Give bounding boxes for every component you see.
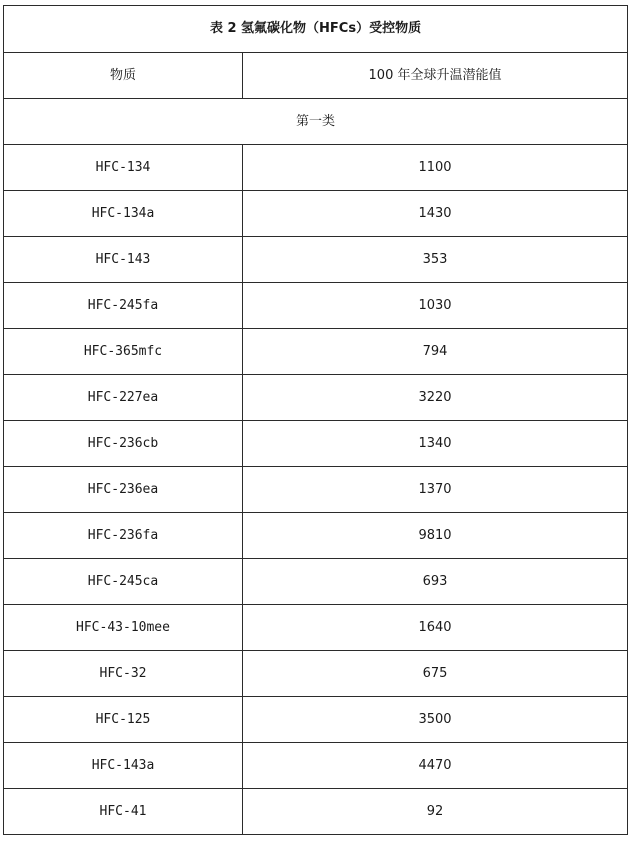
substance-name-cell: HFC-143	[4, 237, 243, 283]
substance-name-cell: HFC-32	[4, 651, 243, 697]
table-row	[4, 191, 628, 237]
table-row	[4, 467, 628, 513]
table-row	[4, 145, 628, 191]
substance-name-cell: HFC-245ca	[4, 559, 243, 605]
gwp-value-cell: 353	[243, 237, 628, 283]
group-label: 第一类	[4, 99, 628, 145]
gwp-value-cell: 3500	[243, 697, 628, 743]
gwp-value-cell: 1640	[243, 605, 628, 651]
table-row	[4, 513, 628, 559]
table-row	[4, 697, 628, 743]
table-row	[4, 651, 628, 697]
table-row	[4, 375, 628, 421]
substance-name-cell: HFC-134	[4, 145, 243, 191]
table-row	[4, 743, 628, 789]
gwp-value-cell: 1370	[243, 467, 628, 513]
gwp-value-cell: 1030	[243, 283, 628, 329]
substance-name-cell: HFC-236cb	[4, 421, 243, 467]
table-title-row	[4, 6, 628, 53]
gwp-value-cell: 693	[243, 559, 628, 605]
table-row	[4, 789, 628, 835]
table-header-row	[4, 53, 628, 99]
table-row	[4, 559, 628, 605]
substance-name-cell: HFC-41	[4, 789, 243, 835]
substance-name-cell: HFC-227ea	[4, 375, 243, 421]
group-row	[4, 99, 628, 145]
table-row	[4, 329, 628, 375]
gwp-value-cell: 4470	[243, 743, 628, 789]
gwp-value-cell: 92	[243, 789, 628, 835]
header-gwp: 100 年全球升温潜能值	[243, 53, 628, 99]
substance-name-cell: HFC-143a	[4, 743, 243, 789]
substance-name-cell: HFC-43-10mee	[4, 605, 243, 651]
gwp-value-cell: 1430	[243, 191, 628, 237]
table-row	[4, 237, 628, 283]
gwp-value-cell: 675	[243, 651, 628, 697]
gwp-value-cell: 1340	[243, 421, 628, 467]
substance-name-cell: HFC-236ea	[4, 467, 243, 513]
substance-name-cell: HFC-125	[4, 697, 243, 743]
substance-name-cell: HFC-365mfc	[4, 329, 243, 375]
substance-name-cell: HFC-236fa	[4, 513, 243, 559]
substance-name-cell: HFC-245fa	[4, 283, 243, 329]
table-title: 表 2 氢氟碳化物（HFCs）受控物质	[4, 6, 628, 53]
gwp-value-cell: 3220	[243, 375, 628, 421]
header-substance: 物质	[4, 53, 243, 99]
table-row	[4, 605, 628, 651]
substance-name-cell: HFC-134a	[4, 191, 243, 237]
gwp-value-cell: 9810	[243, 513, 628, 559]
gwp-value-cell: 1100	[243, 145, 628, 191]
gwp-value-cell: 794	[243, 329, 628, 375]
table-row	[4, 283, 628, 329]
table-row	[4, 421, 628, 467]
hfc-controlled-substances-table	[3, 5, 628, 835]
